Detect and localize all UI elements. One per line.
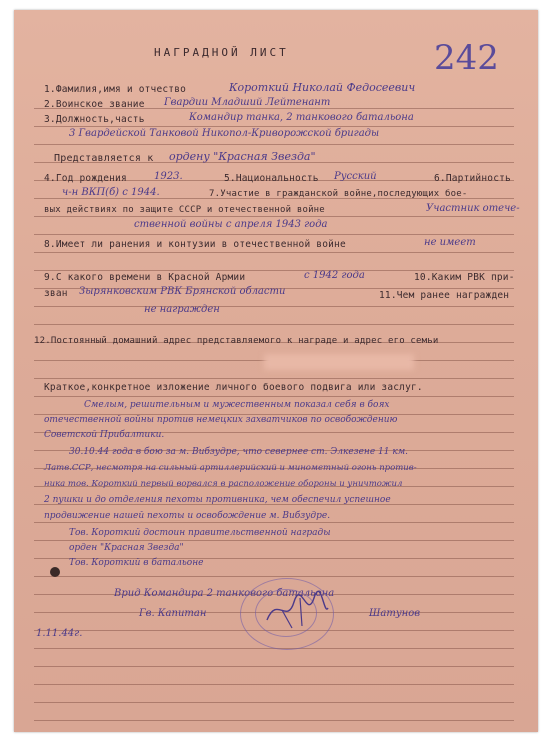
field-11-label: 11.Чем ранее награжден: [379, 290, 510, 301]
narrative-line-7: 2 пушки и до отделения пехоты противника, чем обеспечил успешное: [44, 495, 391, 505]
page-title: НАГРАДНОЙ ЛИСТ: [154, 46, 289, 59]
archive-number: 242: [434, 38, 499, 78]
field-8-label: 8.Имеет ли ранения и контузии в отечественной войне: [44, 239, 346, 250]
narrative-line-10: орден "Красная Звезда": [69, 543, 184, 553]
narrative-line-4: 30.10.44 года в бою за м. Вибзудре, что севернее ст. Элкезене 11 км.: [69, 447, 409, 457]
narrative-line-2: отечественной войны против немецких захватчиков по освобождению: [44, 415, 398, 425]
field-7-label-part2: вых действиях по защите СССР и отечественной войне: [44, 205, 325, 215]
field-5-label: 5.Национальность: [224, 173, 319, 184]
field-11-value: не награжден: [144, 304, 220, 315]
signature-line-1: Врид Командира 2 танкового батальона: [114, 588, 335, 599]
field-10-label: 10.Каким РВК при-: [414, 272, 515, 283]
field-9-label: 9.С какого времени в Красной Армии: [44, 272, 246, 283]
narrative-line-3: Советской Прибалтики.: [44, 430, 165, 440]
punch-hole: [50, 567, 60, 577]
field-6-value: ч-н ВКП(б) с 1944.: [62, 187, 160, 198]
presented-label: Представляется к: [54, 153, 154, 164]
field-3-value-line2: 3 Гвардейской Танковой Никопол-Криворожской бригады: [69, 128, 380, 139]
narrative-line-8: продвижение нашей пехоты и освобождение м. Вибзудре.: [44, 511, 331, 521]
field-10-value: Зырянковским РВК Брянской области: [79, 286, 286, 297]
field-1-label: 1.Фамилия,имя и отчество: [44, 84, 187, 95]
field-1-value: Короткий Николай Федосеевич: [229, 81, 416, 94]
field-2-label: 2.Воинское звание: [44, 99, 145, 110]
summary-heading: Краткое,конкретное изложение личного боевого подвига или заслуг.: [44, 382, 423, 393]
field-5-value: Русский: [334, 171, 377, 182]
field-9-value: с 1942 года: [304, 270, 365, 281]
narrative-line-11: Тов. Короткий в батальоне: [69, 558, 204, 568]
signature-scribble: [262, 590, 332, 630]
field-8-value: не имеет: [424, 237, 476, 248]
award-sheet: [14, 10, 538, 732]
field-12-label: 12.Постоянный домашний адрес представляемого к награде и адрес его семьи: [34, 336, 439, 346]
narrative-line-6: ника тов. Короткий первый ворвался в расположение обороны и уничтожил: [44, 479, 403, 489]
signature-line-2: Гв. Капитан: [139, 608, 207, 619]
document-date: 1.11.44г.: [36, 628, 83, 639]
field-7-label-part1: 7.Участие в гражданской войне,последующих бое-: [209, 189, 468, 199]
presented-value: ордену "Красная Звезда": [169, 150, 316, 163]
narrative-line-9: Тов. Короткий достоин правительственной награды: [69, 528, 331, 538]
field-10-label-cont: зван: [44, 288, 68, 299]
redacted-address: [264, 354, 414, 370]
narrative-line-1: Смелым, решительным и мужественным показал себя в боях: [84, 400, 390, 410]
field-3-label: 3.Должность,часть: [44, 114, 145, 125]
field-7-value-line2: ственной войны с апреля 1943 года: [134, 219, 328, 230]
field-4-value: 1923.: [154, 171, 183, 182]
signature-name: Шатунов: [369, 608, 421, 619]
narrative-line-5: Латв.ССР, несмотря на сильный артиллерийский и минометный огонь против-: [44, 463, 417, 473]
field-4-label: 4.Год рождения: [44, 173, 127, 184]
field-2-value: Гвардии Младший Лейтенант: [164, 97, 331, 108]
field-7-value-line1: Участник отече-: [426, 203, 520, 214]
field-3-value-line1: Командир танка, 2 танкового батальона: [189, 112, 414, 123]
field-6-label: 6.Партийность: [434, 173, 511, 184]
